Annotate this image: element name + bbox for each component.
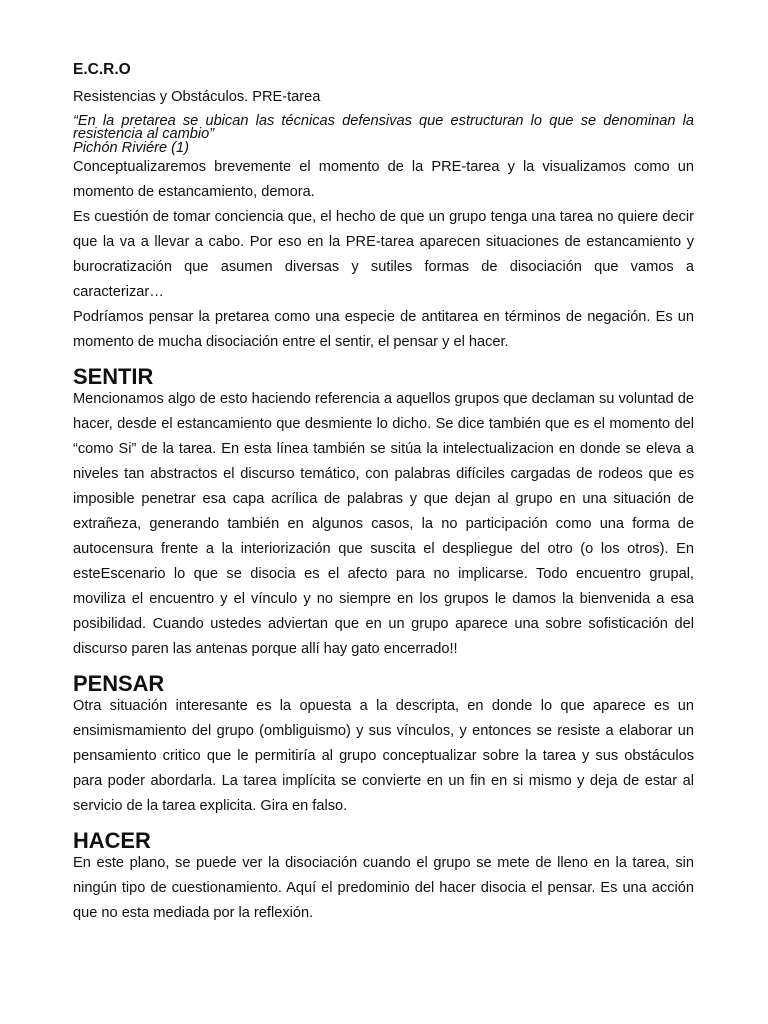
intro-paragraph: Conceptualizaremos brevemente el momento de la PRE-tarea y la visualizamos como un momento de estancamiento, demora. [73, 159, 694, 200]
intro-paragraph: Podríamos pensar la pretarea como una especie de antitarea en términos de negación. Es un momento de mucha disociación entre el sentir, el pensar y el hacer. [73, 309, 694, 350]
section-text-sentir: Mencionamos algo de esto haciendo referencia a aquellos grupos que declaman su voluntad de hacer, desde el estancamiento que desmiente lo dicho. Se dice también que es el momento del “como Si” de la tarea. En esta línea también se sitúa la intelectualizacion en donde se eleva a niveles tan abstractos el discurso temático, con palabras difíciles cargadas de rodeos que es imposible penetrar esa capa acrílica de palabras y que dejan al grupo en una situación de extrañeza, generando también en algunos casos, la no participación como una forma de autocensura frente a la interiorización que suscita el despliegue del otro (o los otros). En esteEscenario lo que se disocia es el afecto para no implicarse. Todo encuentro grupal, moviliza el encuentro y el vínculo y no siempre en los grupos le damos la bienvenida a esa posibilidad. Cuando ustedes adviertan que en un grupo aparece una sobre sofisticación del discurso paren las antenas porque allí hay gato encerrado!! [73, 391, 694, 657]
epigraph-quote: “En la pretarea se ubican las técnicas defensivas que estructuran lo que se denominan la resistencia al cambio” [73, 113, 694, 142]
document-page [73, 60, 694, 926]
intro-paragraph: Es cuestión de tomar conciencia que, el hecho de que un grupo tenga una tarea no quiere decir que la va a llevar a cabo. Por eso en la PRE-tarea aparecen situaciones de estancamiento y burocratización que asumen diversas y sutiles formas de disociación que vamos a caracterizar… [73, 209, 694, 300]
section-heading-pensar: PENSAR [73, 671, 165, 696]
document-title: E.C.R.O [73, 61, 131, 78]
document-subtitle: Resistencias y Obstáculos. PRE-tarea [73, 89, 321, 105]
epigraph-author: Pichón Riviére (1) [73, 140, 189, 156]
section-text-pensar: Otra situación interesante es la opuesta a la descripta, en donde lo que aparece es un ensimismamiento del grupo (ombliguismo) y sus vínculos, y entonces se resiste a elaborar un pensamiento critico que le permitiría al grupo conceptualizar sobre la tarea y sus obstáculos para poder abordarla. La tarea implícita se convierte en un fin en si mismo y deja de estar al servicio de la tarea explicita. Gira en falso. [73, 698, 694, 814]
section-heading-sentir: SENTIR [73, 364, 154, 389]
section-heading-hacer: HACER [73, 828, 151, 853]
section-text-hacer: En este plano, se puede ver la disociación cuando el grupo se mete de lleno en la tarea, sin ningún tipo de cuestionamiento. Aquí el predominio del hacer disocia el pensar. Es una acción que no esta mediada por la reflexión. [73, 855, 694, 921]
